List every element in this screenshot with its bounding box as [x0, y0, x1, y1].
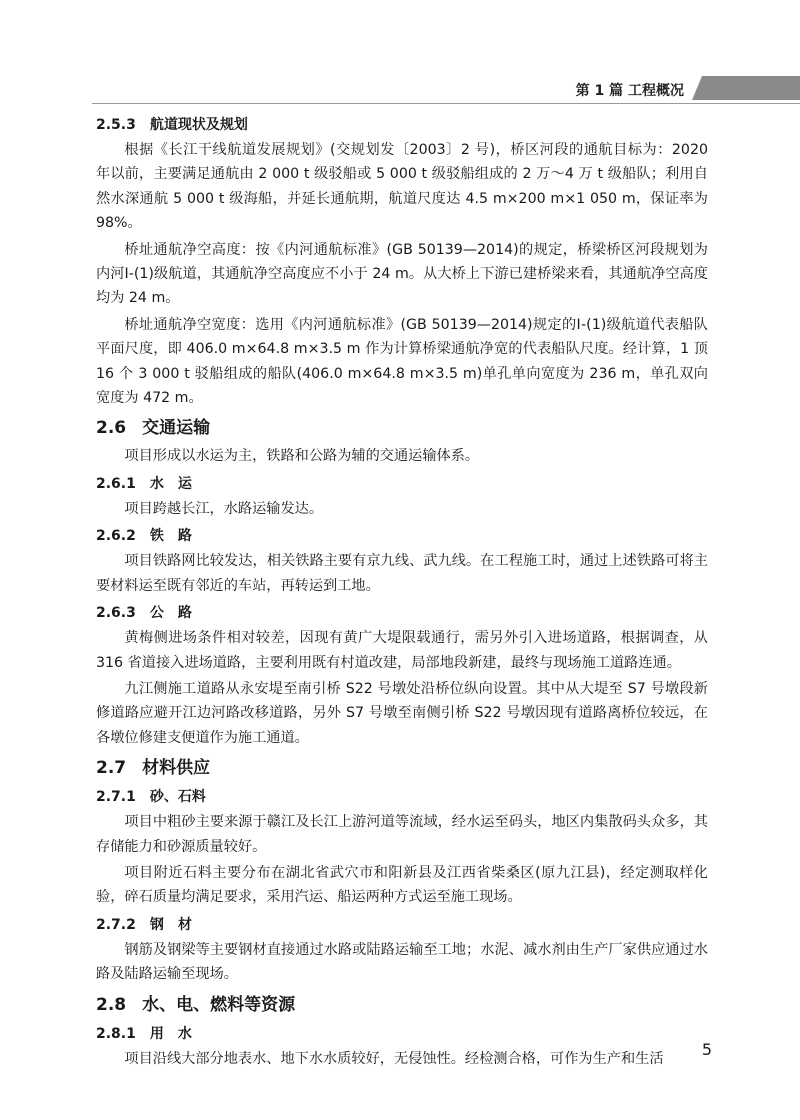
heading-title: 钢 材 [149, 916, 192, 933]
header-decorative-bar [692, 76, 800, 100]
subsection-heading [96, 1021, 708, 1047]
paragraph: 项目形成以水运为主，铁路和公路为辅的交通运输体系。 [124, 448, 480, 465]
paragraph: 项目附近石料主要分布在湖北省武穴市和阳新县及江西省柴桑区(原九江县)，经定测取样化验，碎石质量均满足要求，采用汽运、船运两种方式运至施工现场。 [96, 864, 708, 906]
section-heading [96, 752, 708, 784]
paragraph: 项目铁路网比较发达，相关铁路主要有京九线、武九线。在工程施工时，通过上述铁路可将主要材料运至既有邻近的车站，再转运到工地。 [96, 553, 708, 594]
running-header [0, 72, 800, 106]
paragraph: 项目跨越长江，水路运输发达。 [124, 500, 324, 517]
paragraph: 项目中粗砂主要来源于赣江及长江上游河道等流域，经水运至码头，地区内集散码头众多，其存储能力和砂源质量较好。 [96, 814, 708, 855]
paragraph: 根据《长江干线航道发展规划》(交规划发〔2003〕2 号)，桥区河段的通航目标为：2020 年以前，主要满足通航由 2 000 t 级驳船或 5 000 t 级驳船组成的 2 万～4 万 t 级船队；利用自然水深通航 5 000 t 级海船，并延长通航期，航道尺度达 4.5 m×200 m×1 050 m，保证率为 98%。 [96, 142, 708, 232]
heading-number: 2.7.2 [96, 916, 136, 933]
heading-title: 航道现状及规划 [149, 117, 248, 133]
paragraph: 项目沿线大部分地表水、地下水水质较好，无侵蚀性。经检测合格，可作为生产和生活 [124, 1050, 664, 1067]
subsection-heading [96, 471, 708, 497]
heading-number: 2.6.3 [96, 605, 136, 622]
subsection-heading [96, 600, 708, 626]
heading-number: 2.8.1 [96, 1025, 136, 1042]
heading-title: 交通运输 [142, 418, 211, 439]
paragraph: 桥址通航净空高度：按《内河通航标准》(GB 50139—2014)的规定，桥梁桥区河段规划为内河Ⅰ-(1)级航道，其通航净空高度应不小于 24 m。从大桥上下游已建桥梁来看，其通航净空高度均为 24 m。 [96, 241, 708, 307]
heading-number: 2.6 [96, 418, 127, 439]
heading-title: 砂、石料 [149, 789, 206, 806]
paragraph: 桥址通航净空宽度：选用《内河通航标准》(GB 50139—2014)规定的Ⅰ-(1)级航道代表船队平面尺度，即 406.0 m×64.8 m×3.5 m 作为计算桥梁通航净宽的代表船队尺度。经计算，1 顶 16 个 3 000 t 驳船组成的船队(406.0 m×64.8 m×3.5 m)单孔单向宽度为 236 m，单孔双向宽度为 472 m。 [96, 316, 708, 407]
heading-title: 水、电、燃料等资源 [142, 994, 296, 1015]
heading-title: 用 水 [149, 1025, 192, 1042]
page-number: 5 [701, 1040, 712, 1059]
heading-title: 材料供应 [142, 758, 211, 779]
page-body [96, 112, 708, 1073]
subsection-heading [96, 523, 708, 549]
paragraph: 钢筋及钢梁等主要钢材直接通过水路或陆路运输至工地；水泥、减水剂由生产厂家供应通过水路及陆路运输至现场。 [96, 941, 708, 983]
subsection-heading [96, 784, 708, 810]
subsection-heading [96, 912, 708, 938]
header-rule [92, 103, 800, 104]
paragraph: 九江侧施工道路从永安堤至南引桥 S22 号墩处沿桥位纵向设置。其中从大堤至 S7 号墩段新修道路应避开江边河路改移道路，另外 S7 号墩至南侧引桥 S22 号墩因现有道路离桥位较远，在各墩位修建支便道作为施工通道。 [96, 680, 708, 746]
heading-number: 2.6.1 [96, 475, 136, 492]
paragraph: 黄梅侧进场条件相对较差，因现有黄广大堤限载通行，需另外引入进场道路，根据调查，从 316 省道接入进场道路，主要利用既有村道改建，局部地段新建，最终与现场施工道路连通。 [96, 630, 708, 671]
heading-title: 水 运 [149, 475, 192, 492]
heading-number: 2.6.2 [96, 528, 136, 545]
heading-number: 2.8 [96, 994, 127, 1015]
heading-number: 2.5.3 [96, 117, 136, 133]
section-heading [96, 989, 708, 1021]
heading-title: 铁 路 [149, 528, 192, 545]
heading-number: 2.7.1 [96, 789, 136, 806]
section-heading [96, 412, 708, 444]
subsection-heading [96, 112, 708, 138]
heading-title: 公 路 [149, 605, 192, 622]
heading-number: 2.7 [96, 758, 127, 779]
running-header-text: 第 1 篇 工程概况 [575, 83, 684, 99]
